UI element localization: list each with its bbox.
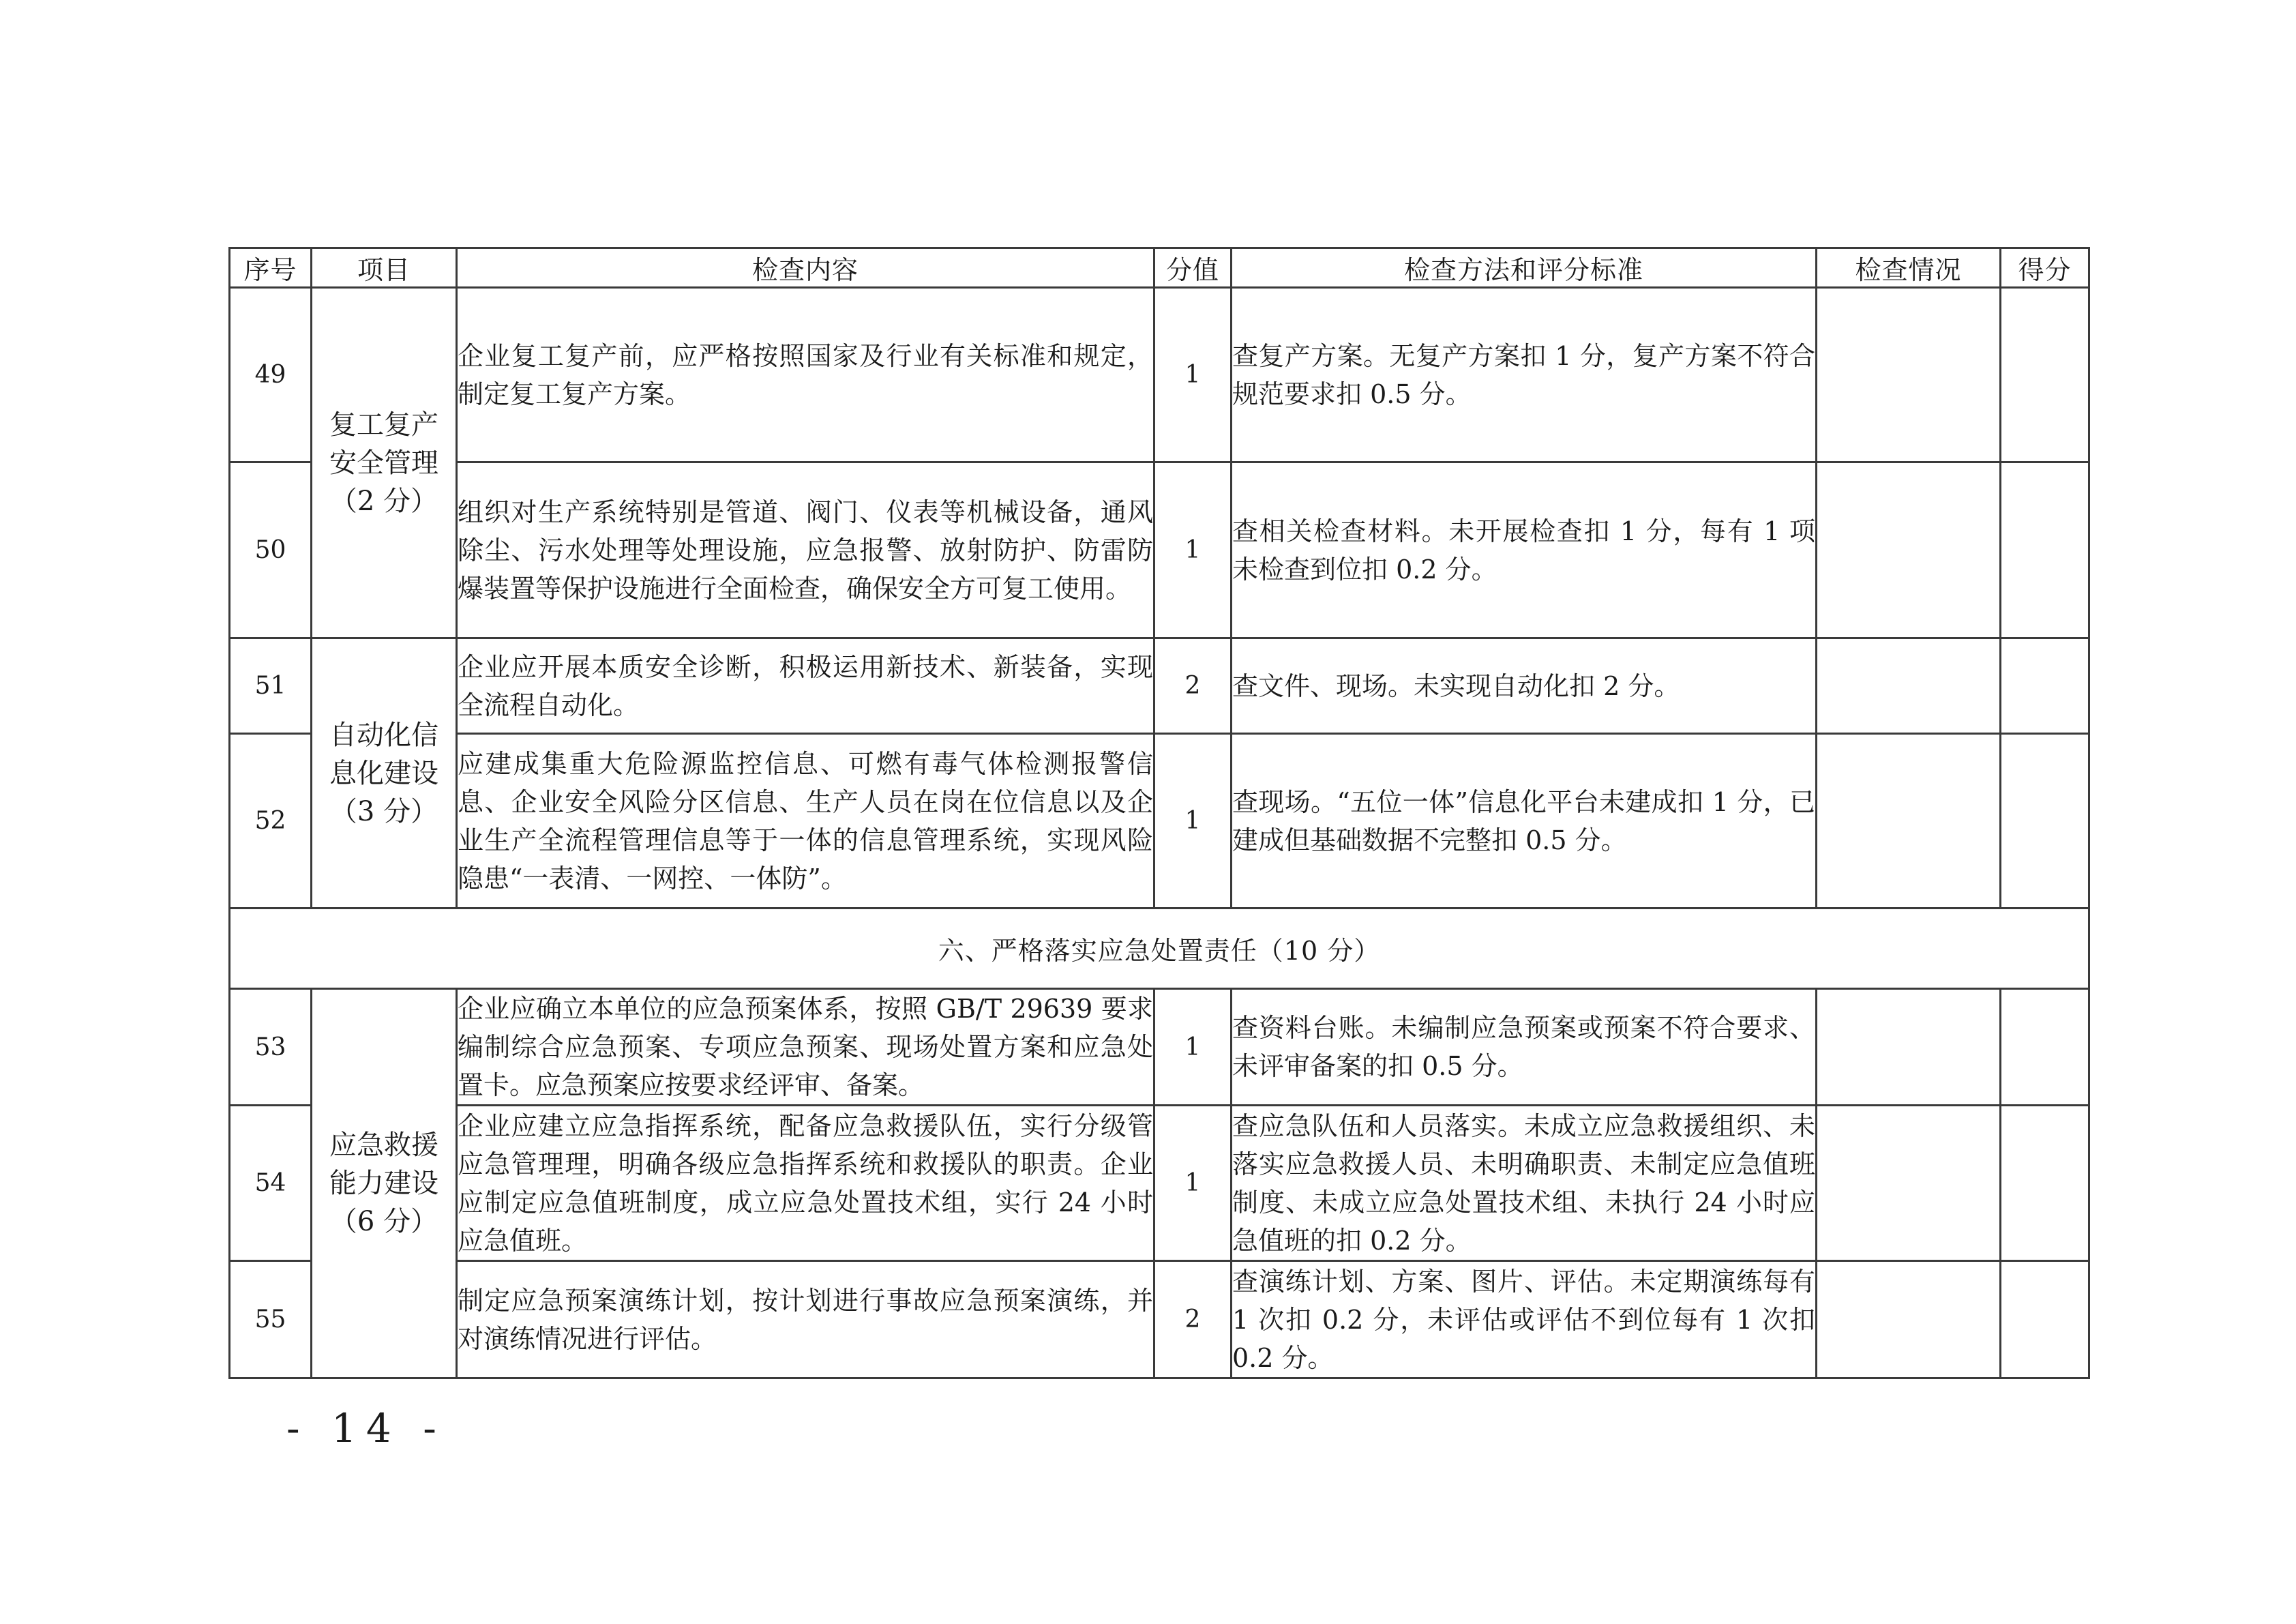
score-value: 1 [1154, 462, 1232, 638]
check-method: 查现场。“五位一体”信息化平台未建成扣 1 分，已建成但基础数据不完整扣 0.5 分。 [1232, 734, 1817, 909]
table-row [230, 734, 2089, 909]
project-label: （2 分） [329, 485, 438, 517]
check-content: 制定应急预案演练计划，按计划进行事故应急预案演练，并对演练情况进行评估。 [457, 1261, 1154, 1378]
points-cell[interactable] [2001, 288, 2089, 462]
project-label: 能力建设 [329, 1168, 438, 1199]
project-label: 应急救援 [329, 1130, 438, 1161]
page-number: - 14 - [286, 1405, 446, 1451]
score-value: 2 [1154, 638, 1232, 734]
header-content: 检查内容 [457, 248, 1154, 288]
row-number: 53 [230, 989, 312, 1106]
project-label: 复工复产 [329, 409, 438, 441]
table-row [230, 462, 2089, 638]
check-method: 查应急队伍和人员落实。未成立应急救援组织、未落实应急救援人员、未明确职责、未制定应急值班制度、未成立应急处置技术组、未执行 24 小时应急值班的扣 0.2 分。 [1232, 1106, 1817, 1261]
score-value: 1 [1154, 989, 1232, 1106]
project-label: 安全管理 [329, 447, 438, 479]
check-status-cell[interactable] [1817, 638, 2001, 734]
row-number: 55 [230, 1261, 312, 1378]
project-label: （6 分） [329, 1206, 438, 1237]
check-content: 组织对生产系统特别是管道、阀门、仪表等机械设备，通风除尘、污水处理等处理设施，应急报警、放射防护、防雷防爆装置等保护设施进行全面检查，确保安全方可复工使用。 [457, 462, 1154, 638]
score-value: 1 [1154, 288, 1232, 462]
project-group-resumption [312, 288, 457, 638]
row-number: 54 [230, 1106, 312, 1261]
project-label: 息化建设 [329, 757, 438, 789]
score-value: 1 [1154, 1106, 1232, 1261]
check-method: 查演练计划、方案、图片、评估。未定期演练每有 1 次扣 0.2 分，未评估或评估不到位每有 1 次扣 0.2 分。 [1232, 1261, 1817, 1378]
project-label: 自动化信 [329, 719, 438, 751]
check-content: 企业复工复产前，应严格按照国家及行业有关标准和规定，制定复工复产方案。 [457, 288, 1154, 462]
check-content: 企业应开展本质安全诊断，积极运用新技术、新装备，实现全流程自动化。 [457, 638, 1154, 734]
score-value: 1 [1154, 734, 1232, 909]
header-score: 分值 [1154, 248, 1232, 288]
check-status-cell[interactable] [1817, 989, 2001, 1106]
section-row [230, 909, 2089, 989]
table-row [230, 1106, 2089, 1261]
row-number: 50 [230, 462, 312, 638]
check-status-cell[interactable] [1817, 288, 2001, 462]
check-status-cell[interactable] [1817, 734, 2001, 909]
points-cell[interactable] [2001, 734, 2089, 909]
check-status-cell[interactable] [1817, 1106, 2001, 1261]
header-project: 项目 [312, 248, 457, 288]
project-label: （3 分） [329, 795, 438, 827]
check-content: 企业应确立本单位的应急预案体系，按照 GB/T 29639 要求编制综合应急预案、专项应急预案、现场处置方案和应急处置卡。应急预案应按要求经评审、备案。 [457, 989, 1154, 1106]
header-no: 序号 [230, 248, 312, 288]
check-method: 查资料台账。未编制应急预案或预案不符合要求、未评审备案的扣 0.5 分。 [1232, 989, 1817, 1106]
check-status-cell[interactable] [1817, 1261, 2001, 1378]
points-cell[interactable] [2001, 638, 2089, 734]
check-content: 应建成集重大危险源监控信息、可燃有毒气体检测报警信息、企业安全风险分区信息、生产人员在岗在位信息以及企业生产全流程管理信息等于一体的信息管理系统，实现风险隐患“一表清、一网控、一体防”。 [457, 734, 1154, 909]
section-title: 六、严格落实应急处置责任（10 分） [230, 909, 2089, 989]
score-value: 2 [1154, 1261, 1232, 1378]
table-row [230, 638, 2089, 734]
header-status: 检查情况 [1817, 248, 2001, 288]
header-points: 得分 [2001, 248, 2089, 288]
points-cell[interactable] [2001, 1106, 2089, 1261]
row-number: 49 [230, 288, 312, 462]
row-number: 52 [230, 734, 312, 909]
table-row [230, 288, 2089, 462]
check-method: 查复产方案。无复产方案扣 1 分，复产方案不符合规范要求扣 0.5 分。 [1232, 288, 1817, 462]
inspection-table [228, 247, 2090, 1379]
check-method: 查相关检查材料。未开展检查扣 1 分，每有 1 项未检查到位扣 0.2 分。 [1232, 462, 1817, 638]
check-method: 查文件、现场。未实现自动化扣 2 分。 [1232, 638, 1817, 734]
table-row [230, 1261, 2089, 1378]
project-group-emergency [312, 989, 457, 1378]
check-content: 企业应建立应急指挥系统，配备应急救援队伍，实行分级管应急管理理，明确各级应急指挥系统和救援队的职责。企业应制定应急值班制度，成立应急处置技术组，实行 24 小时应急值班。 [457, 1106, 1154, 1261]
header-row [230, 248, 2089, 288]
table-row [230, 989, 2089, 1106]
points-cell[interactable] [2001, 462, 2089, 638]
points-cell[interactable] [2001, 1261, 2089, 1378]
points-cell[interactable] [2001, 989, 2089, 1106]
check-status-cell[interactable] [1817, 462, 2001, 638]
header-method: 检查方法和评分标准 [1232, 248, 1817, 288]
row-number: 51 [230, 638, 312, 734]
project-group-automation [312, 638, 457, 909]
